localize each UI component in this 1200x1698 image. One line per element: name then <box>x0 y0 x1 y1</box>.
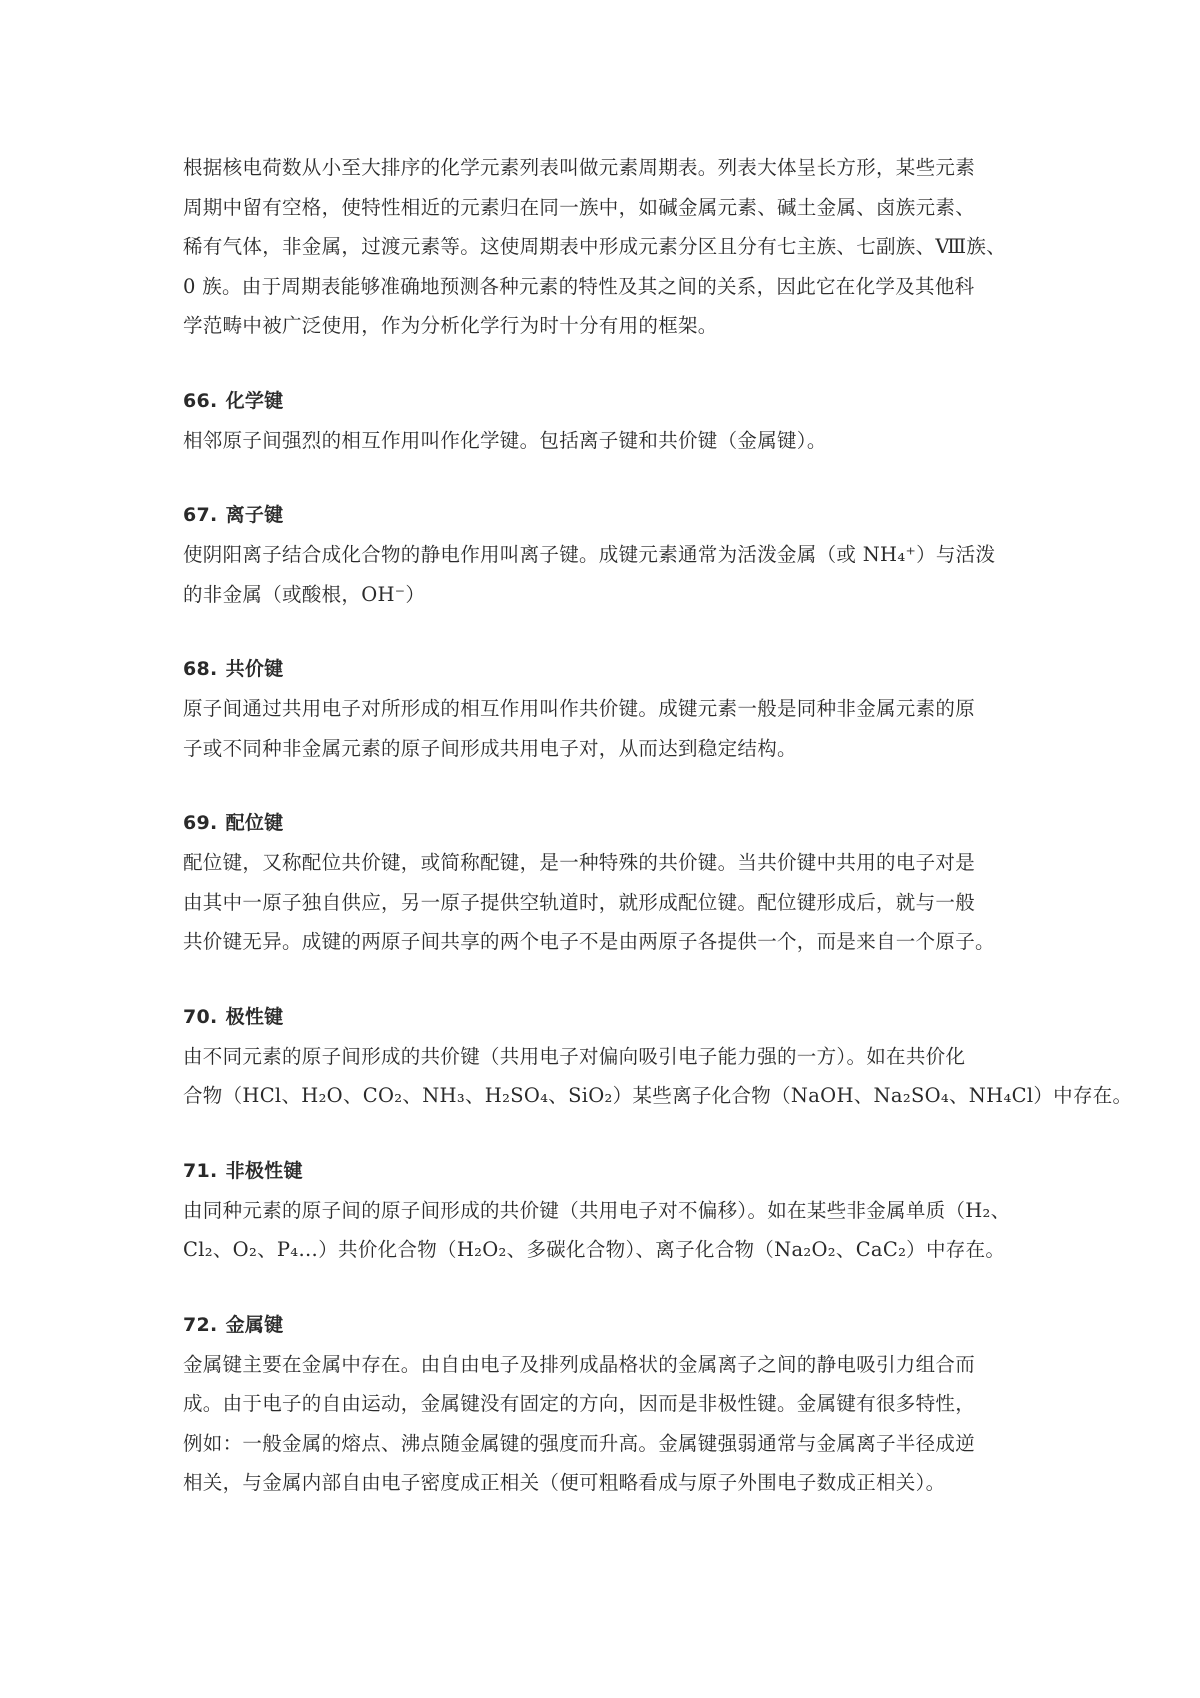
text-line: 配位键，又称配位共价键，或简称配键，是一种特殊的共价键。当共价键中共用的电子对是 <box>183 851 976 874</box>
section-nonpolar-bond <box>183 1151 1023 1270</box>
section-heading <box>183 1305 1023 1345</box>
section-polar-bond <box>183 997 1133 1116</box>
section-chemical-bond <box>183 381 1023 461</box>
section-number: 66. <box>183 389 218 412</box>
section-body <box>183 1345 1023 1503</box>
text-line: 原子间通过共用电子对所形成的相互作用叫作共价键。成键元素一般是同种非金属元素的原 <box>183 697 976 720</box>
text-line: Cl₂、O₂、P₄…）共价化合物（H₂O₂、多碳化合物）、离子化合物（Na₂O₂、CaC₂）中存在。 <box>183 1238 1006 1261</box>
section-number: 68. <box>183 658 218 680</box>
intro-paragraph <box>183 148 1023 346</box>
text-line: 周期中留有空格，使特性相近的元素归在同一族中，如碱金属元素、碱土金属、卤族元素、 <box>183 195 976 219</box>
section-title: 离子键 <box>225 504 284 526</box>
section-title: 极性键 <box>225 1005 284 1028</box>
section-heading <box>183 381 1023 421</box>
section-title: 非极性键 <box>225 1159 303 1182</box>
text-line: 的非金属（或酸根，OH⁻） <box>183 582 426 606</box>
section-heading <box>183 997 1023 1037</box>
section-heading <box>183 495 1023 535</box>
section-covalent-bond <box>183 649 1023 768</box>
text-line: 相邻原子间强烈的相互作用叫作化学键。包括离子键和共价键（金属键）。 <box>183 428 827 452</box>
text-line: 子或不同种非金属元素的原子间形成共用电子对，从而达到稳定结构。 <box>183 736 797 760</box>
section-body <box>183 421 1023 461</box>
section-number: 69. <box>183 812 218 834</box>
section-title: 金属键 <box>225 1313 284 1336</box>
section-heading <box>183 649 1023 689</box>
document-page <box>183 148 1133 1503</box>
text-line: 0 族。由于周期表能够准确地预测各种元素的特性及其之间的关系，因此它在化学及其他科 <box>183 274 975 298</box>
section-coordinate-bond <box>183 803 1023 962</box>
section-heading <box>183 803 1023 843</box>
section-number: 70. <box>183 1005 218 1028</box>
section-title: 化学键 <box>225 389 284 412</box>
section-body <box>183 843 1023 962</box>
section-metallic-bond <box>183 1305 1023 1503</box>
text-line: 由同种元素的原子间的原子间形成的共价键（共用电子对不偏移）。如在某些非金属单质（H₂、 <box>183 1198 1011 1222</box>
section-title: 配位键 <box>225 812 284 834</box>
text-line: 成。由于电子的自由运动，金属键没有固定的方向，因而是非极性键。金属键有很多特性， <box>183 1392 976 1415</box>
text-line: 相关，与金属内部自由电子密度成正相关（便可粗略看成与原子外围电子数成正相关）。 <box>183 1471 946 1494</box>
text-line: 金属键主要在金属中存在。由自由电子及排列成晶格状的金属离子之间的静电吸引力组合而 <box>183 1352 976 1376</box>
text-line: 由其中一原子独自供应，另一原子提供空轨道时，就形成配位键。配位键形成后，就与一般 <box>183 890 976 914</box>
text-line: 例如：一般金属的熔点、沸点随金属键的强度而升高。金属键强弱通常与金属离子半径成逆 <box>183 1431 976 1455</box>
text-line: 根据核电荷数从小至大排序的化学元素列表叫做元素周期表。列表大体呈长方形，某些元素 <box>183 156 976 179</box>
section-body <box>183 1037 1133 1116</box>
text-line: 合物（HCl、H₂O、CO₂、NH₃、H₂SO₄、SiO₂）某些离子化合物（NaOH、Na₂SO₄、NH₄Cl）中存在。 <box>183 1084 1133 1107</box>
text-line: 由不同元素的原子间形成的共价键（共用电子对偏向吸引电子能力强的一方）。如在共价化 <box>183 1044 966 1068</box>
section-number: 67. <box>183 504 218 526</box>
section-title: 共价键 <box>225 658 284 680</box>
text-line: 共价键无异。成键的两原子间共享的两个电子不是由两原子各提供一个，而是来自一个原子。 <box>183 930 995 953</box>
section-ionic-bond <box>183 495 1023 614</box>
section-number: 72. <box>183 1313 218 1336</box>
section-body <box>183 1191 1023 1270</box>
text-line: 稀有气体，非金属，过渡元素等。这使周期表中形成元素分区且分有七主族、七副族、Ⅷ族、 <box>183 235 1007 258</box>
section-body <box>183 689 1023 768</box>
text-line: 使阴阳离子结合成化合物的静电作用叫离子键。成键元素通常为活泼金属（或 NH₄⁺）与活泼 <box>183 543 996 566</box>
section-heading <box>183 1151 1023 1191</box>
section-body <box>183 535 1023 614</box>
section-number: 71. <box>183 1159 218 1182</box>
text-line: 学范畴中被广泛使用，作为分析化学行为时十分有用的框架。 <box>183 314 718 337</box>
